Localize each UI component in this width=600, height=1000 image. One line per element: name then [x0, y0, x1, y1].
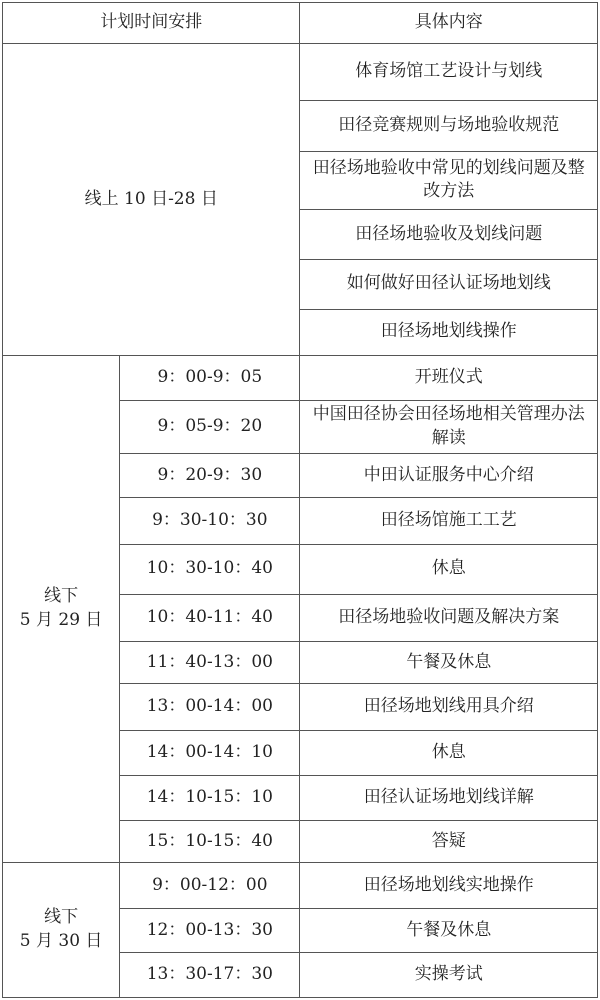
table-row [3, 355, 598, 400]
time-cell: 14：10-15：10 [120, 775, 300, 820]
content-cell: 休息 [300, 544, 598, 594]
time-cell: 14：00-14：10 [120, 730, 300, 775]
content-cell: 午餐及休息 [300, 909, 598, 952]
content-cell: 开班仪式 [300, 355, 598, 400]
table-row [3, 863, 598, 909]
schedule-table [2, 2, 598, 998]
time-cell: 15：10-15：40 [120, 820, 300, 862]
time-cell: 9：00-9：05 [120, 355, 300, 400]
time-cell: 12：00-13：30 [120, 909, 300, 952]
day1-date-label: 5 月 29 日 [19, 609, 103, 630]
content-cell: 田径竞赛规则与场地验收规范 [300, 101, 598, 151]
content-cell: 体育场馆工艺设计与划线 [300, 44, 598, 101]
day1-mode-label: 线下 [44, 586, 79, 607]
day2-date-cell [3, 863, 120, 998]
content-cell: 田径场地划线操作 [300, 309, 598, 355]
time-cell: 9：00-12：00 [120, 863, 300, 909]
time-cell: 11：40-13：00 [120, 642, 300, 684]
content-cell: 田径场地验收及划线问题 [300, 210, 598, 260]
content-cell: 田径场馆施工工艺 [300, 498, 598, 544]
time-cell: 10：30-10：40 [120, 544, 300, 594]
online-period-cell: 线上 10 日-28 日 [3, 44, 300, 356]
time-cell: 9：20-9：30 [120, 454, 300, 498]
time-cell: 10：40-11：40 [120, 594, 300, 641]
content-cell: 如何做好田径认证场地划线 [300, 260, 598, 309]
content-cell: 田径场地划线用具介绍 [300, 684, 598, 730]
content-cell: 田径场地验收问题及解决方案 [300, 594, 598, 641]
time-column-header: 计划时间安排 [3, 3, 300, 44]
table-row [3, 44, 598, 101]
day2-date-label: 5 月 30 日 [19, 931, 103, 952]
content-cell: 田径认证场地划线详解 [300, 775, 598, 820]
content-cell: 中田认证服务中心介绍 [300, 454, 598, 498]
header-row [3, 3, 598, 44]
content-cell: 休息 [300, 730, 598, 775]
day2-mode-label: 线下 [44, 907, 79, 928]
time-cell: 13：00-14：00 [120, 684, 300, 730]
content-cell: 中国田径协会田径场地相关管理办法解读 [300, 400, 598, 453]
time-cell: 13：30-17：30 [120, 952, 300, 997]
content-cell: 午餐及休息 [300, 642, 598, 684]
time-cell: 9：30-10：30 [120, 498, 300, 544]
content-column-header: 具体内容 [300, 3, 598, 44]
time-cell: 9：05-9：20 [120, 400, 300, 453]
content-cell: 田径场地验收中常见的划线问题及整改方法 [300, 151, 598, 209]
content-cell: 答疑 [300, 820, 598, 862]
content-cell: 田径场地划线实地操作 [300, 863, 598, 909]
content-cell: 实操考试 [300, 952, 598, 997]
day1-date-cell [3, 355, 120, 862]
